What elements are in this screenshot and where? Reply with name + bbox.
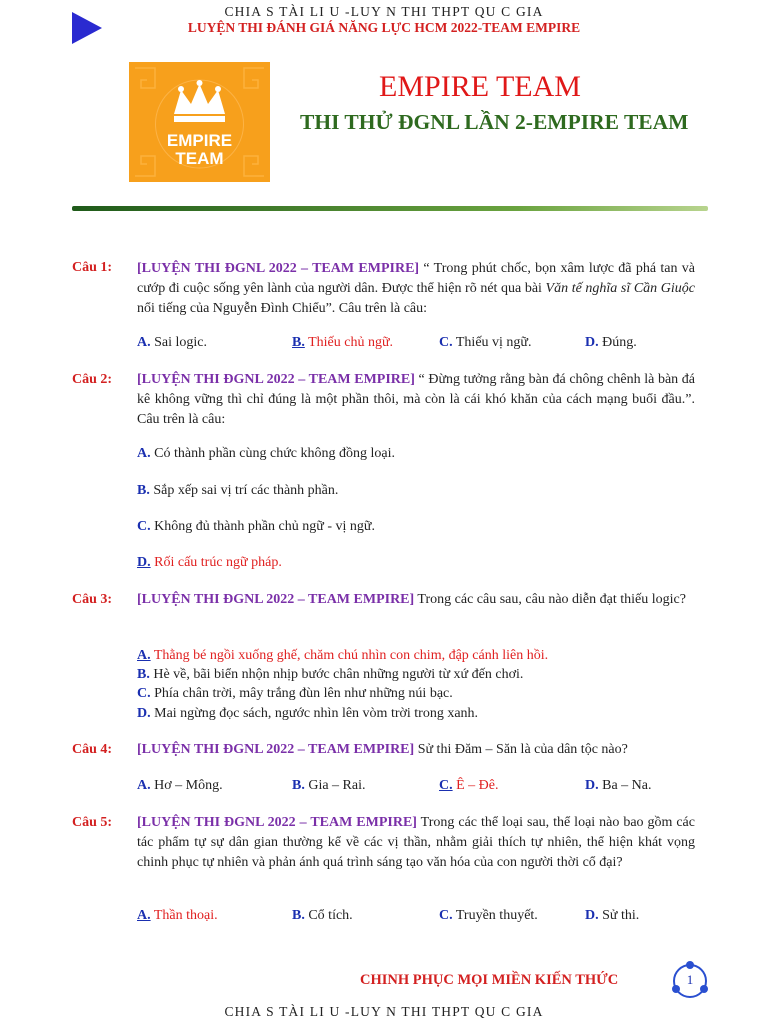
question-3-text — [137, 590, 695, 610]
question-1-tag: [LUYỆN THI ĐGNL 2022 – TEAM EMPIRE] — [137, 261, 420, 276]
question-3-option-c[interactable]: C. Phía chân trời, mây trắng đùn lên như những núi bạc. — [137, 686, 453, 701]
question-4-option-d[interactable]: D. Ba – Na. — [585, 778, 652, 793]
question-3-option-d[interactable]: D. Mai ngừng đọc sách, ngước nhìn lên vòm trời trong xanh. — [137, 706, 479, 721]
header-course-line: LUYỆN THI ĐÁNH GIÁ NĂNG LỰC HCM 2022-TEAM EMPIRE — [187, 20, 581, 35]
question-4-option-a[interactable]: A. Hơ – Mông. — [137, 778, 223, 793]
question-4-option-b[interactable]: B. Gia – Rai. — [292, 778, 366, 793]
question-3-option-a[interactable]: A. Thằng bé ngồi xuống ghế, chăm chú nhìn con chim, đập cánh liên hồi. — [137, 648, 549, 663]
page-number-badge — [669, 960, 711, 1002]
footer-slogan: CHINH PHỤC MỌI MIỀN KIẾN THỨC — [360, 972, 619, 988]
footer-share-line: CHIA S TÀI LI U -LUY N THI THPT QU C GIA — [224, 1004, 544, 1019]
question-5-text — [137, 813, 695, 873]
question-5-tag: [LUYỆN THI ĐGNL 2022 – TEAM EMPIRE] — [137, 815, 417, 830]
question-1-option-a[interactable]: A. Sai logic. — [137, 335, 208, 350]
question-5-body: Trong các thể loại sau, thể loại nào bao gồm các tác phẩm tự sự dân gian thường kể về các vị thần, nhằm giải thích tự nhiên, thể hiện khát vọng chinh phục tự nhiên và phản ánh quá trình sáng tạo văn hóa của con người thời cổ đại? — [137, 815, 695, 870]
question-2-tag: [LUYỆN THI ĐGNL 2022 – TEAM EMPIRE] — [137, 372, 415, 387]
question-2-option-b[interactable]: B. Sắp xếp sai vị trí các thành phần. — [137, 483, 339, 498]
title-divider — [72, 206, 708, 211]
question-4-option-c[interactable]: C. Ê – Đê. — [439, 778, 499, 793]
logo-text-line2: TEAM — [175, 149, 224, 168]
question-4-body: Sử thi Đăm – Săn là của dân tộc nào? — [414, 742, 628, 757]
question-1-option-b[interactable]: B. Thiếu chủ ngữ. — [292, 335, 394, 350]
question-5-option-a[interactable]: A. Thần thoại. — [137, 908, 218, 923]
exam-subtitle: THI THỬ ĐGNL LẦN 2-EMPIRE TEAM — [300, 110, 689, 134]
logo-text-line1: EMPIRE — [166, 131, 233, 150]
question-1-body-b: nổi tiếng của Nguyễn Đình Chiểu”. Câu trên là câu: — [137, 301, 428, 316]
question-2-body: “ Đừng tưởng rằng bàn đá chông chênh là bàn đá kê không vững thì chỉ đúng là một phần thôi, mà còn là cái khó khăn của cách mạng buổi đầu.”. Câu trên là câu: — [137, 372, 695, 427]
question-4-label: Câu 4: — [72, 742, 113, 757]
question-1-body-a: “ Trong phút chốc, bọn xâm lược đã phá tan và cướp đi cuộc sống yên lành của người dân. Được thể hiện rõ nét qua bài — [137, 261, 695, 296]
question-4-tag: [LUYỆN THI ĐGNL 2022 – TEAM EMPIRE] — [137, 742, 415, 757]
question-4-text — [137, 740, 695, 760]
question-1-label: Câu 1: — [72, 260, 113, 275]
question-2-option-d[interactable]: D. Rối cấu trúc ngữ pháp. — [137, 555, 282, 570]
question-2-label: Câu 2: — [72, 372, 113, 387]
question-2-option-c[interactable]: C. Không đủ thành phần chủ ngữ - vị ngữ. — [137, 519, 375, 534]
question-3-tag: [LUYỆN THI ĐGNL 2022 – TEAM EMPIRE] — [137, 592, 415, 607]
question-1-option-c[interactable]: C. Thiếu vị ngữ. — [439, 335, 532, 350]
question-5-option-b[interactable]: B. Cổ tích. — [292, 908, 353, 923]
question-3-body: Trong các câu sau, câu nào diễn đạt thiếu logic? — [414, 592, 686, 607]
question-1-italic-title: Văn tế nghĩa sĩ Cần Giuộc — [545, 281, 695, 296]
page-number: 1 — [686, 972, 694, 987]
question-5-label: Câu 5: — [72, 815, 113, 830]
question-2-option-a[interactable]: A. Có thành phần cùng chức không đồng loại. — [137, 446, 396, 461]
question-5-option-d[interactable]: D. Sử thi. — [585, 908, 640, 923]
question-3-label: Câu 3: — [72, 592, 113, 607]
question-5-option-c[interactable]: C. Truyền thuyết. — [439, 908, 538, 923]
question-2-text — [137, 370, 695, 430]
header-share-line: CHIA S TÀI LI U -LUY N THI THPT QU C GIA — [224, 4, 544, 19]
question-3-option-b[interactable]: B. Hè về, bãi biển nhộn nhịp bước chân những người từ xứ đến chơi. — [137, 667, 524, 682]
question-1-text — [137, 259, 695, 319]
question-1-option-d[interactable]: D. Đúng. — [585, 335, 637, 350]
page-title: EMPIRE TEAM — [379, 70, 581, 103]
empire-team-logo — [129, 62, 270, 182]
